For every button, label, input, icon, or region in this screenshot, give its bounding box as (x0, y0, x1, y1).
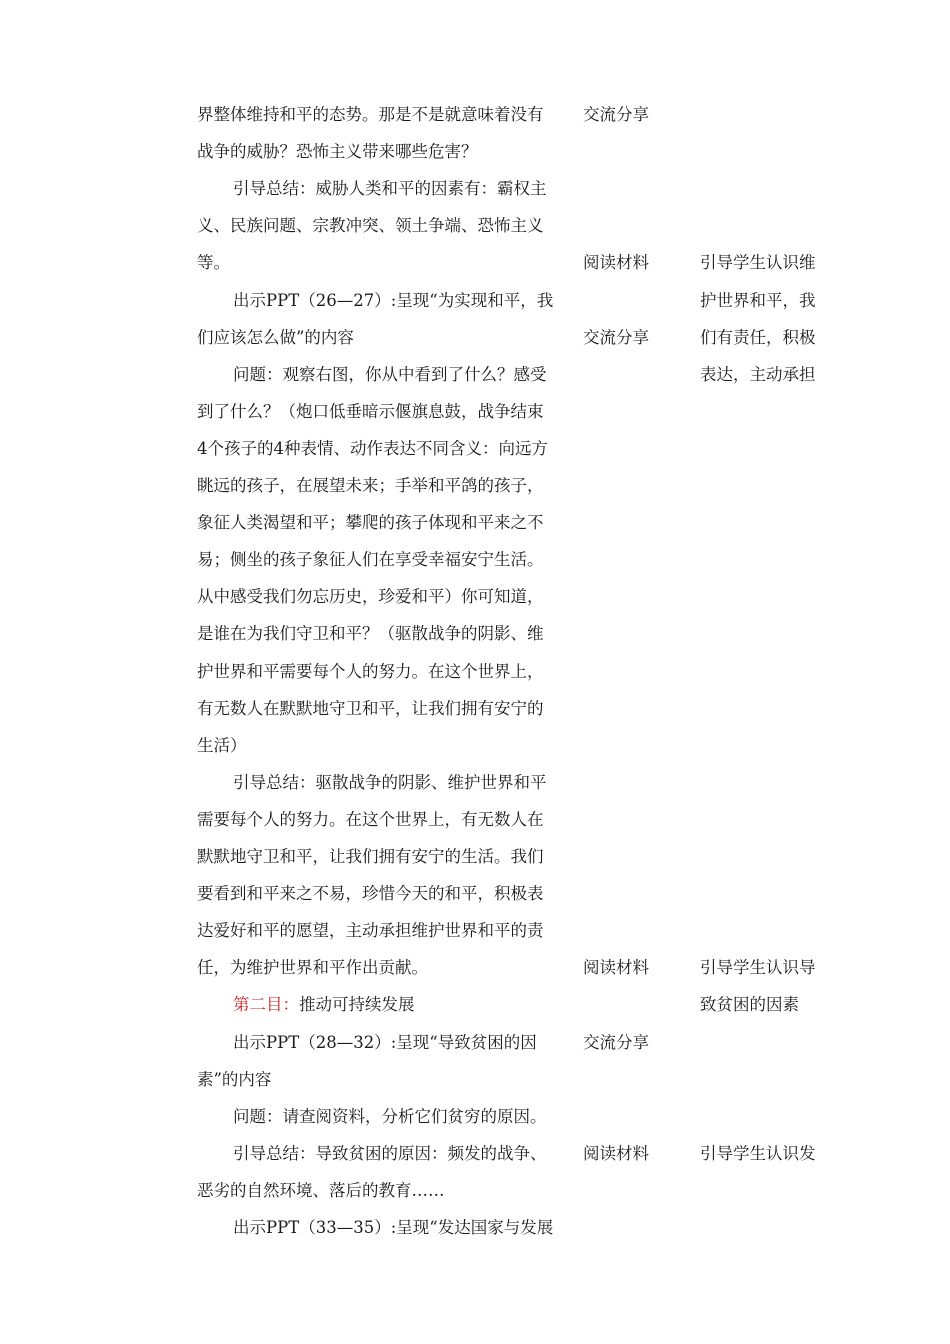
text-line: 象征人类渴望和平；攀爬的孩子体现和平来之不 (197, 513, 544, 533)
design-intent-line: 致贫困的因素 (700, 995, 799, 1015)
design-intent-line: 们有责任，积极 (700, 327, 816, 347)
text-line: 出示PPT（26—27）:呈现“为实现和平，我 (233, 290, 554, 310)
text-line: 等。 (197, 253, 230, 273)
text-line: 达爱好和平的愿望，主动承担维护世界和平的责 (197, 921, 544, 941)
text-line: 引导总结：导致贫困的原因：频发的战争、 (233, 1143, 547, 1163)
design-intent-line: 引导学生认识维 (700, 253, 816, 273)
section-heading-title: 推动可持续发展 (299, 995, 415, 1015)
text-line: 要看到和平来之不易，珍惜今天的和平，积极表 (197, 884, 544, 904)
text-line: 4个孩子的4种表情、动作表达不同含义：向远方 (197, 438, 548, 458)
activity-label: 交流分享 (583, 1032, 649, 1052)
design-intent-line: 表达，主动承担 (700, 364, 816, 384)
activity-label: 交流分享 (583, 327, 649, 347)
text-line: 任，为维护世界和平作出贡献。 (197, 958, 428, 978)
text-line: 到了什么？（炮口低垂暗示偃旗息鼓，战争结束 (197, 401, 544, 421)
text-line: 出示PPT（33—35）:呈现“发达国家与发展 (233, 1218, 554, 1237)
text-line: 引导总结：威胁人类和平的因素有：霸权主 (233, 179, 547, 199)
text-line: 们应该怎么做”的内容 (197, 327, 354, 347)
text-line: 生活） (197, 735, 247, 755)
text-line (233, 986, 415, 1023)
text-line: 恶劣的自然环境、落后的教育…… (197, 1180, 445, 1200)
text-line: 易；侧坐的孩子象征人们在享受幸福安宁生活。 (197, 550, 544, 570)
text-line: 问题：请查阅资料，分析它们贫穷的原因。 (233, 1106, 547, 1126)
text-line: 默默地守卫和平，让我们拥有安宁的生活。我们 (197, 847, 544, 866)
text-line: 战争的威胁？恐怖主义带来哪些危害？ (197, 142, 478, 162)
text-line: 有无数人在默默地守卫和平，让我们拥有安宁的 (197, 698, 544, 718)
activity-label: 交流分享 (583, 105, 649, 124)
text-line: 从中感受我们勿忘历史，珍爱和平）你可知道， (197, 587, 544, 607)
text-line: 素”的内容 (197, 1069, 272, 1089)
text-line: 引导总结：驱散战争的阴影、维护世界和平 (233, 772, 547, 792)
text-line: 问题：观察右图，你从中看到了什么？感受 (233, 364, 547, 384)
design-intent-line: 护世界和平，我 (700, 290, 816, 310)
activity-label: 阅读材料 (583, 958, 649, 978)
design-intent-line: 引导学生认识发 (700, 1143, 816, 1163)
activity-label: 阅读材料 (583, 1143, 649, 1163)
text-line: 义、民族问题、宗教冲突、领土争端、恐怖主义 (197, 216, 544, 236)
design-intent-line: 引导学生认识导 (700, 958, 816, 978)
activity-label: 阅读材料 (583, 253, 649, 273)
text-line: 需要每个人的努力。在这个世界上，有无数人在 (197, 809, 544, 829)
text-line: 是谁在为我们守卫和平？（驱散战争的阴影、维 (197, 624, 544, 644)
text-line: 界整体维持和平的态势。那是不是就意味着没有 (197, 105, 544, 124)
text-line: 出示PPT（28—32）:呈现“导致贫困的因 (233, 1032, 537, 1052)
text-line: 眺远的孩子，在展望未来；手举和平鸽的孩子， (197, 476, 544, 495)
text-line: 护世界和平需要每个人的努力。在这个世界上， (197, 661, 544, 681)
section-heading-label: 第二目： (233, 995, 299, 1015)
